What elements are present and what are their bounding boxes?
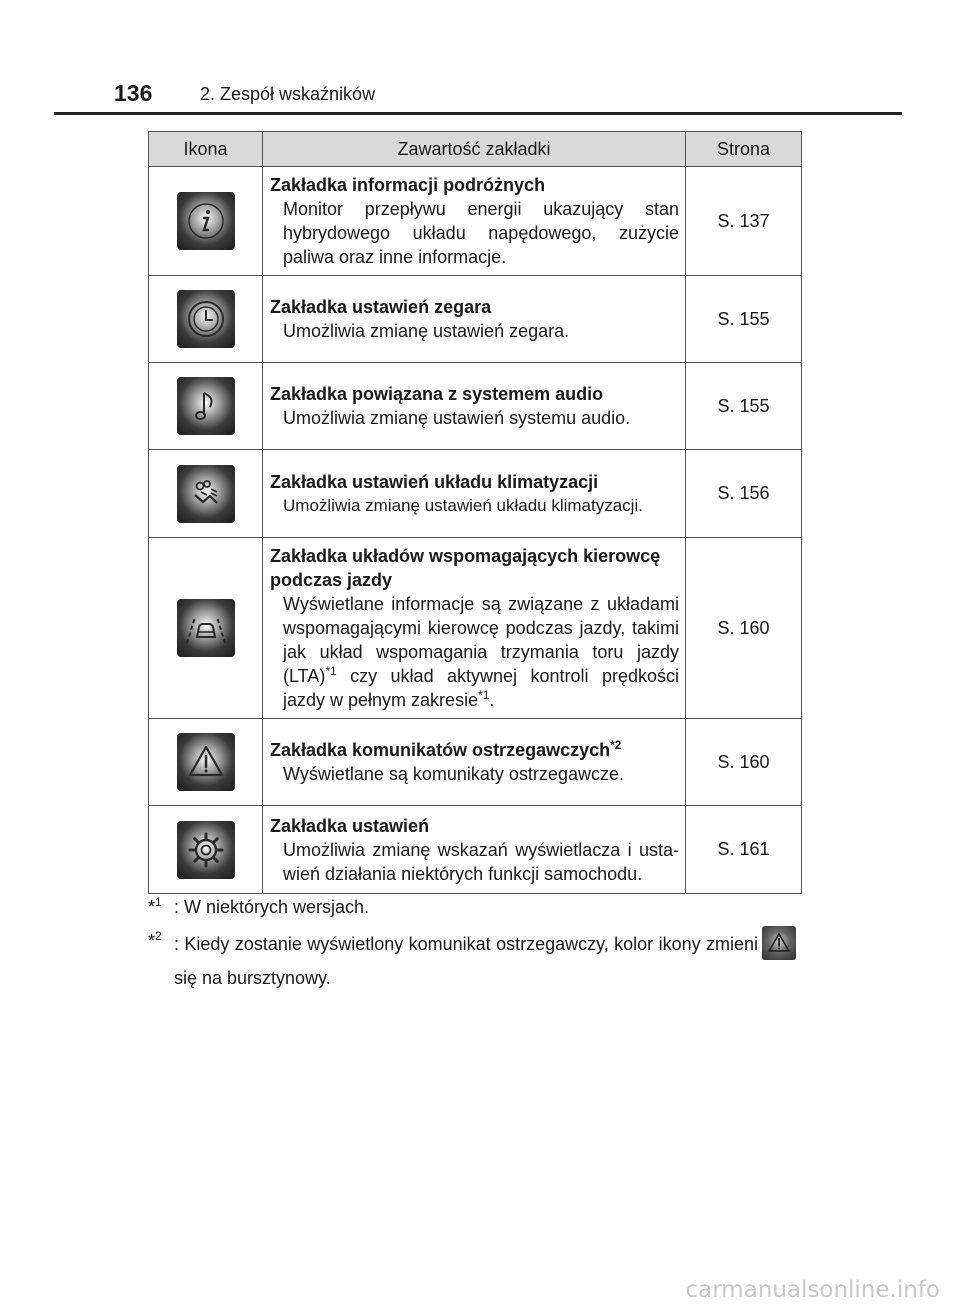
tab-title: Zakładka komunikatów ostrzegawczych$^{*2}$ xyxy=(270,738,622,760)
watermark: carmanualsonline.info xyxy=(685,1277,940,1303)
tab-description: Umożliwia zmianę ustawień zegara. xyxy=(283,321,570,341)
header-divider xyxy=(54,112,902,115)
table-header-row xyxy=(149,132,802,167)
footnote-ref: *2 xyxy=(610,738,622,752)
page-reference: S. 161 xyxy=(686,806,802,894)
tab-description: Umożliwia zmianę ustawień układu klimatyzacji. xyxy=(283,495,643,515)
page-reference: S. 160 xyxy=(686,538,802,719)
table-row xyxy=(149,806,802,894)
page-reference: S. 137 xyxy=(686,167,802,276)
warning-triangle-icon xyxy=(177,733,235,791)
table-row xyxy=(149,167,802,276)
footnotes xyxy=(148,893,808,995)
column-header-page: Strona xyxy=(686,132,802,167)
music-note-icon xyxy=(177,377,235,435)
clock-icon xyxy=(177,290,235,348)
climate-control-icon xyxy=(177,465,235,523)
footnote-ref: *1 xyxy=(478,688,490,702)
column-header-icon: Ikona xyxy=(149,132,263,167)
tab-description: Umożliwia zmianę wskazań wyświetlacza i ustawień działania niektórych funkcji samochodu. xyxy=(283,839,679,884)
tab-description: Umożliwia zmianę ustawień systemu audio. xyxy=(283,408,631,428)
page-reference: S. 160 xyxy=(686,719,802,806)
page-header xyxy=(0,0,960,118)
page-reference: S. 155 xyxy=(686,276,802,363)
tab-description: Monitor przepływu energii ukazujący stan hybrydowego układu napędowego, zużycie paliwa oraz inne informacje. xyxy=(283,199,679,267)
tab-title: Zakładka układów wspomagających kierowcę podczas jazdy xyxy=(270,546,661,590)
footnote-2: *$^2$ : Kiedy zostanie wyświetlony komunikat ostrzegawczy, kolor ikony zmieni się na bursztynowy. xyxy=(148,929,758,988)
page-number: 136 xyxy=(114,80,153,106)
footnote-ref: *1 xyxy=(325,664,337,678)
table-row xyxy=(149,450,802,538)
footnote-1: *$^1$ : W niektórych wersjach. xyxy=(148,895,370,917)
table-row xyxy=(149,719,802,806)
driving-assist-icon xyxy=(177,599,235,657)
tabs-table xyxy=(148,131,802,894)
page-reference: S. 156 xyxy=(686,450,802,538)
tab-title: Zakładka powiązana z systemem audio xyxy=(270,384,604,404)
warning-triangle-icon xyxy=(762,926,796,960)
section-title: 2. Zespół wskaźników xyxy=(200,84,376,104)
table-row xyxy=(149,276,802,363)
tab-title: Zakładka ustawień xyxy=(270,815,430,836)
tab-title: Zakładka informacji podróżnych xyxy=(270,175,546,195)
column-header-content: Zawartość zakładki xyxy=(263,132,686,167)
table-row xyxy=(149,363,802,450)
page-reference: S. 155 xyxy=(686,363,802,450)
tab-title: Zakładka ustawień zegara xyxy=(270,297,492,317)
tab-title: Zakładka ustawień układu klimatyzacji xyxy=(270,471,599,492)
tab-description: Wyświetlane informacje są związane z układami wspomagającymi kierowcę podczas jazdy, takimi jak układ wspomagania trzymania toru jazdy (LTA)$^{*1}$ czy układ aktywnej kontroli prędkości jazdy w pełnym zakresie$^{*1}$. xyxy=(283,594,679,710)
table-row xyxy=(149,538,802,719)
gear-icon xyxy=(177,821,235,879)
tab-description: Wyświetlane są komunikaty ostrzegawcze. xyxy=(283,764,624,784)
trip-info-icon xyxy=(177,192,235,250)
